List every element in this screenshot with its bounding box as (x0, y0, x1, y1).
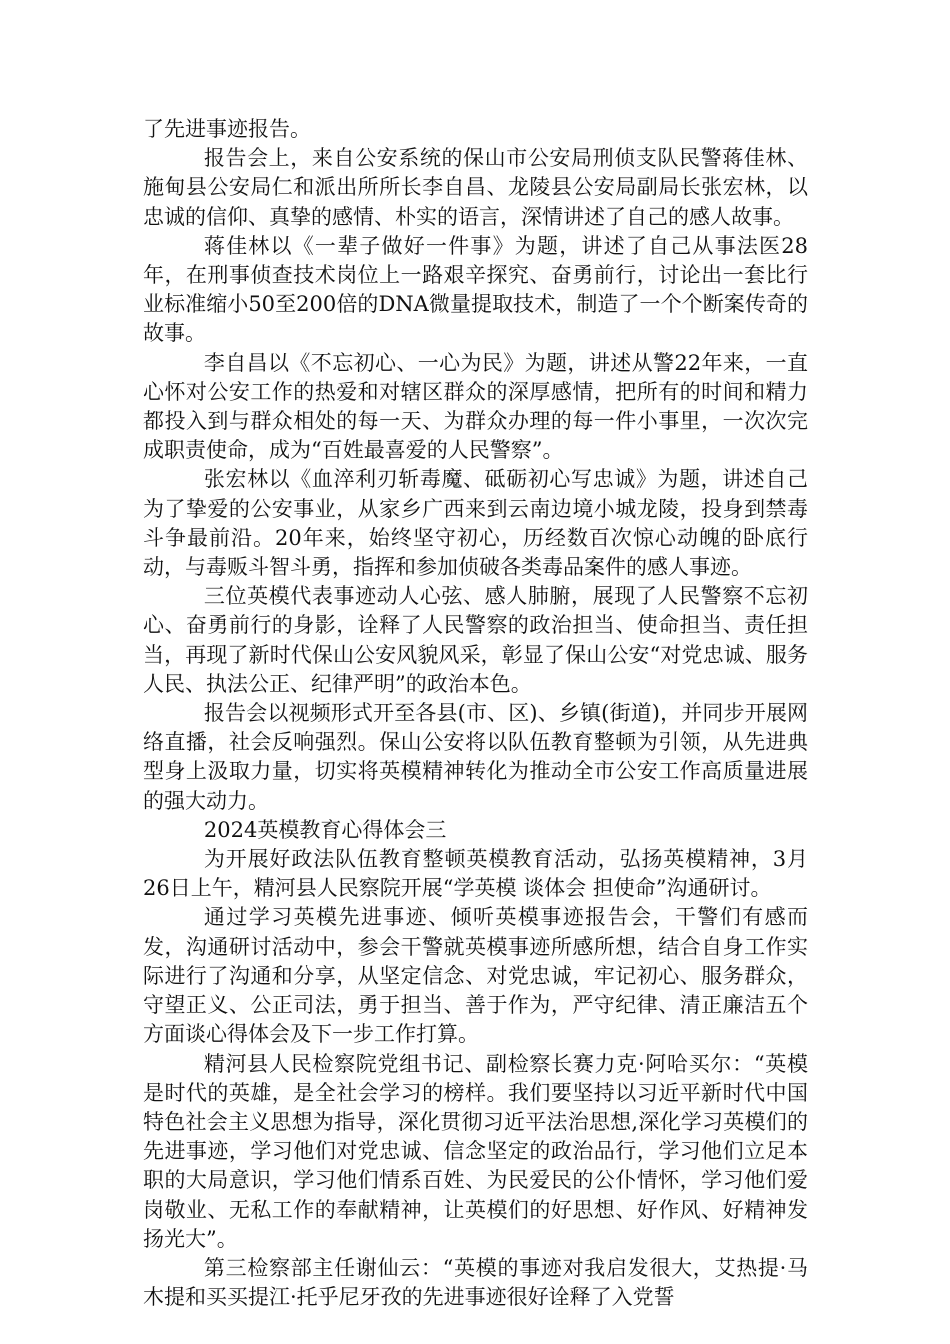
paragraph-li-zichang: 李自昌以《不忘初心、一心为民》为题，讲述从警22年来，一直心怀对公安工作的热爱和对辖区群众的深厚感情，把所有的时间和精力都投入到与群众相处的每一天、为群众办理的每一件小事里，一次次完成职责使命，成为“百姓最喜爱的人民警察”。 (143, 350, 808, 463)
paragraph-three-models: 三位英模代表事迹动人心弦、感人肺腑，展现了人民警察不忘初心、奋勇前行的身影，诠释了人民警察的政治担当、使命担当、责任担当，再现了新时代保山公安风貌风采，彰显了保山公安“对党忠诚、服务人民、执法公正、纪律严明”的政治本色。 (143, 584, 808, 696)
paragraph-xie-xianyun-quote: 第三检察部主任谢仙云：“英模的事迹对我启发很大，艾热提·马木提和买买提江·托乎尼牙孜的先进事迹很好诠释了入党誓 (143, 1255, 808, 1310)
paragraph-sailike-quote: 精河县人民检察院党组书记、副检察长赛力克·阿哈买尔：“英模是时代的英雄，是全社会学习的榜样。我们要坚持以习近平新时代中国特色社会主义思想为指导，深化贯彻习近平法治思想,深化学习英模们的先进事迹，学习他们对党忠诚、信念坚定的政治品行，学习他们立足本职的大局意识，学习他们情系百姓、为民爱民的公仆情怀，学习他们爱岗敬业、无私工作的奉献精神，让英模们的好思想、好作风、好精神发扬光大”。 (143, 1051, 808, 1251)
paragraph-jinghe-intro: 为开展好政法队伍教育整顿英模教育活动，弘扬英模精神，3月26日上午，精河县人民察院开展“学英模 谈体会 担使命”沟通研讨。 (143, 847, 808, 901)
document-page (143, 115, 808, 1312)
paragraph-continuation: 了先进事迹报告。 (143, 117, 311, 141)
paragraph-report-meeting: 报告会上，来自公安系统的保山市公安局刑侦支队民警蒋佳林、施甸县公安局仁和派出所所长李自昌、龙陵县公安局副局长张宏林，以忠诚的信仰、真挚的感情、朴实的语言，深情讲述了自己的感人故事。 (143, 146, 808, 229)
paragraph-discussion: 通过学习英模先进事迹、倾听英模事迹报告会，干警们有感而发，沟通研讨活动中，参会干警就英模事迹所感所想，结合自身工作实际进行了沟通和分享，从坚定信念、对党忠诚，牢记初心、服务群众，守望正义、公正司法，勇于担当、善于作为，严守纪律、清正廉洁五个方面谈心得体会及下一步工作打算。 (143, 905, 808, 1047)
section-heading: 2024英模教育心得体会三 (203, 817, 447, 842)
paragraph-jiang-jialin: 蒋佳林以《一辈子做好一件事》为题，讲述了自己从事法医28年，在刑事侦查技术岗位上一路艰辛探究、奋勇前行，讨论出一套比行业标准缩小50至200倍的DNA微量提取技术，制造了一个个断案传奇的故事。 (143, 233, 808, 346)
paragraph-broadcast: 报告会以视频形式开至各县(市、区)、乡镇(街道)，并同步开展网络直播，社会反响强烈。保山公安将以队伍教育整顿为引领，从先进典型身上汲取力量，切实将英模精神转化为推动全市公安工作高质量进展的强大动力。 (143, 701, 808, 813)
paragraph-zhang-honglin: 张宏林以《血淬利刃斩毒魔、砥砺初心写忠诚》为题，讲述自己为了挚爱的公安事业，从家乡广西来到云南边境小城龙陵，投身到禁毒斗争最前沿。20年来，始终坚守初心，历经数百次惊心动魄的卧底行动，与毒贩斗智斗勇，指挥和参加侦破各类毒品案件的感人事迹。 (143, 467, 808, 580)
